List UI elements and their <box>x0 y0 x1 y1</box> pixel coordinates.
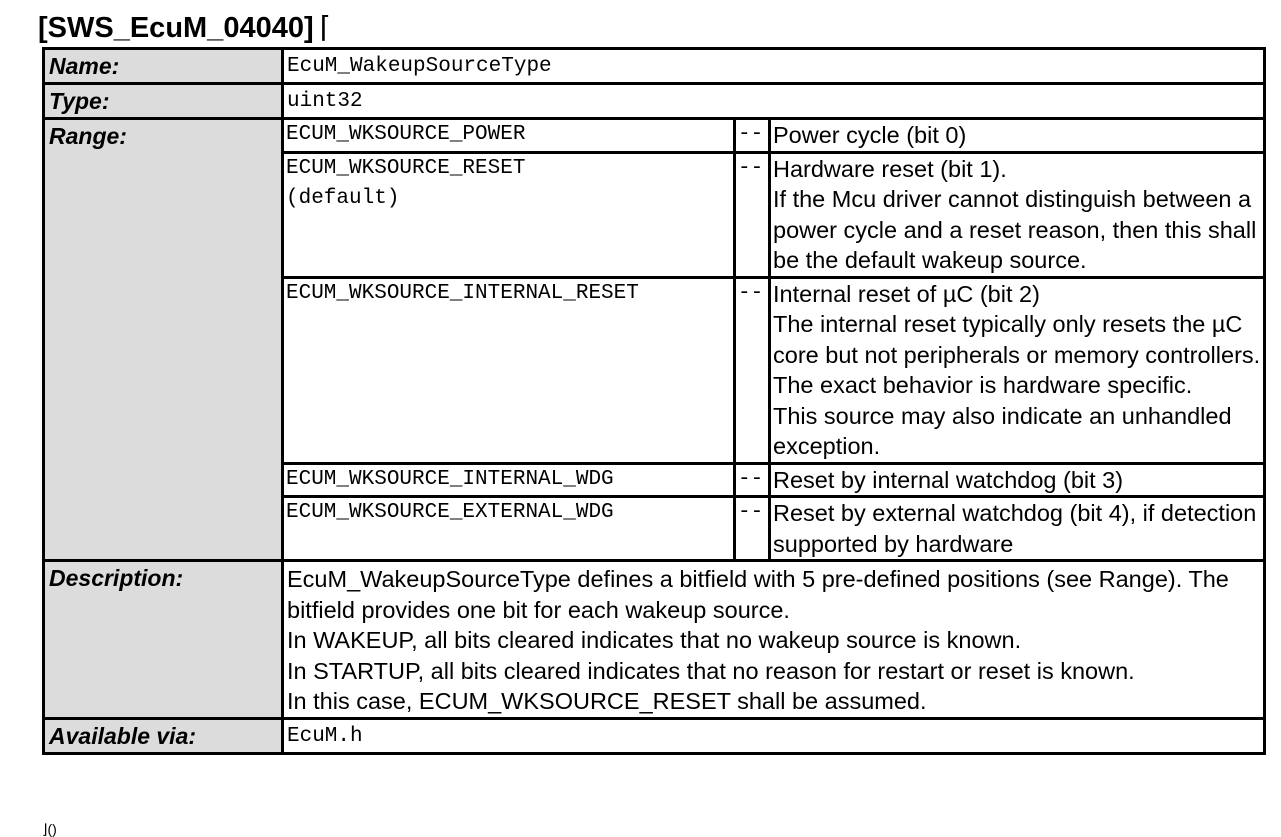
range-description: Hardware reset (bit 1). If the Mcu driver cannot distinguish between a power cycle and a reset reason, then this shall be the default wakeup source. <box>770 152 1264 277</box>
range-row-external-wdg <box>284 497 1263 560</box>
name-row <box>44 49 1265 84</box>
range-cell <box>283 119 1265 561</box>
range-symbol: ECUM_WKSOURCE_EXTERNAL_WDG <box>284 497 735 560</box>
available-via-row <box>44 718 1265 753</box>
range-row-internal-reset <box>284 277 1263 463</box>
closing-bracket: ⌋() <box>42 821 57 837</box>
range-symbol: ECUM_WKSOURCE_INTERNAL_RESET <box>284 277 735 463</box>
range-row <box>44 119 1265 561</box>
range-separator: -- <box>735 463 770 497</box>
description-row <box>44 561 1265 719</box>
requirement-heading <box>38 8 331 48</box>
available-via-label: Available via: <box>44 718 283 753</box>
range-separator: -- <box>735 120 770 152</box>
range-row-reset <box>284 152 1263 277</box>
type-label: Type: <box>44 84 283 119</box>
range-description: Power cycle (bit 0) <box>770 120 1264 152</box>
name-label: Name: <box>44 49 283 84</box>
open-bracket: ⌈ <box>319 12 331 44</box>
type-spec-table <box>42 47 1266 755</box>
range-label: Range: <box>44 119 283 561</box>
range-description: Reset by internal watchdog (bit 3) <box>770 463 1264 497</box>
range-separator: -- <box>735 277 770 463</box>
range-description: Internal reset of µC (bit 2) The internal reset typically only resets the µC core but not peripherals or memory controllers. The exact behavior is hardware specific. This source may also indicate an unhandled exception. <box>770 277 1264 463</box>
type-row <box>44 84 1265 119</box>
range-row-power <box>284 120 1263 152</box>
range-description: Reset by external watchdog (bit 4), if detection supported by hardware <box>770 497 1264 560</box>
range-row-internal-wdg <box>284 463 1263 497</box>
description-label: Description: <box>44 561 283 719</box>
description-text: EcuM_WakeupSourceType defines a bitfield with 5 pre-defined positions (see Range). The bitfield provides one bit for each wakeup source. In WAKEUP, all bits cleared indicates that no wakeup source is known. In STARTUP, all bits cleared indicates that no reason for restart or reset is known. In this case, ECUM_WKSOURCE_RESET shall be assumed. <box>283 561 1265 719</box>
range-symbol: ECUM_WKSOURCE_RESET (default) <box>284 152 735 277</box>
range-symbol: ECUM_WKSOURCE_POWER <box>284 120 735 152</box>
available-via-value: EcuM.h <box>283 718 1265 753</box>
range-table <box>284 120 1263 559</box>
range-separator: -- <box>735 152 770 277</box>
type-value: uint32 <box>283 84 1265 119</box>
requirement-id: [SWS_EcuM_04040] <box>38 12 314 44</box>
range-separator: -- <box>735 497 770 560</box>
name-value: EcuM_WakeupSourceType <box>283 49 1265 84</box>
range-symbol: ECUM_WKSOURCE_INTERNAL_WDG <box>284 463 735 497</box>
